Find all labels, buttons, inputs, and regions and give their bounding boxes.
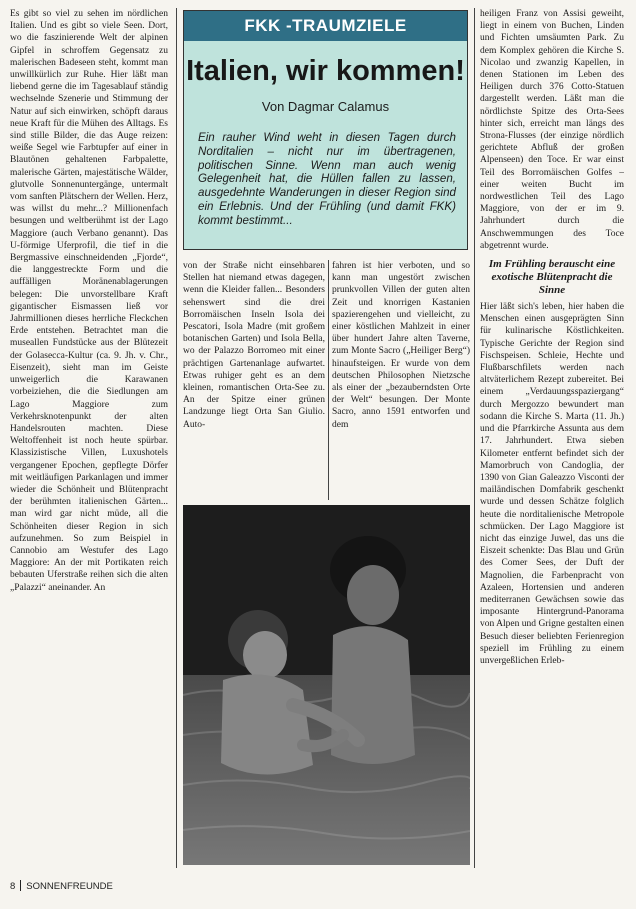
title-box bbox=[183, 10, 468, 250]
section-label: FKK -TRAUMZIELE bbox=[184, 11, 467, 41]
magazine-name: SONNENFREUNDE bbox=[26, 881, 113, 892]
article-photo bbox=[183, 505, 470, 865]
article-column-right bbox=[480, 8, 624, 868]
page-number: 8 bbox=[10, 881, 16, 892]
article-column-left bbox=[10, 8, 168, 868]
column-text: Es gibt so viel zu sehen im nördlichen Italien. Und es gibt so viele Seen. Dort, wo die faszinierende Welt der alpinen Gipfel in schroffem Gegensatz zu malerischen Badeseen steht, kommt man unwillkürlich zur Ruhe. Hier läßt man liebend gerne die im Tagesablauf ständig wechselnde Szenerie und Stimmung der Natur auf sich einwirken, schöpft daraus neue Kraft für die Mühen des Alltags. Es sind stille Bilder, die das Auge reizen: weiße Segel wie Farbtupfer auf einer in Blautönen gehaltenen Farbpalette, malerische Gärten, majestätische Wälder, glutvolle Sonnenuntergänge, untermalt vom sanften Plätschern der Wellen. Herz, was willst du mehr...? Millionenfach besungen und weltberühmt ist der Lago Maggiore (auch Verbano genannt). Das U-förmige Uferprofil, die tief in die Bergmassive einschneidenden „Fjorde“, die langgestreckte Form und die auffälligen Moränenablagerungen belegen: Die unvorstellbare Kraft gigantischer Eismassen ließ vor Jahrmillionen dieses herrliche Fleckchen Erde entstehen. Betrachtet man die museallen Fundstücke aus der Blütezeit der Golasecca-Kultur (ca. 9. Jh. v. Chr., Eisenzeit), sieht man im Geiste unweigerlich die Karawanen vorbeiziehen, die die Siedlungen am Lago Maggiore zum Verkehrsknotenpunkt der alten Handelsrouten machten. Diese Weltoffenheit ist noch heute spürbar. Klassizistische Villen, Luxushotels vergangener Epochen, gepflegte Dörfer mit weitläufigen Parkanlagen und immer wieder die Schönheit und Blütenpracht der berühmten italienischen Gärten... man wird gar nicht müde, all die Schönheiten dieser Region in sich aufzunehmen. So zum Beispiel in Cannobio am Westufer des Lago Maggiore: An der mit Portikaten reich bebauten Uferstraße reihen sich die alten „Palazzi“ aneinander. An bbox=[10, 9, 168, 593]
photo-illustration bbox=[183, 505, 470, 865]
column-text: fahren ist hier verboten, und so kann man ungestört zwischen prunkvollen Villen der guten alten Zeit und knorrigen Kastanien spazierengehen und vielleicht, zu einer köstlichen Mahlzeit in einer über hundert Jahre alten Taverne, zum Monte Sacro („Heiliger Berg“) hinaufsteigen. Er wurde von dem deutschen Philosophen Nietzsche als einer der „bezauberndsten Orte der Welt“ besungen. Der Monte Sacro, anno 1591 entworfen und dem bbox=[332, 261, 470, 430]
column-divider bbox=[474, 8, 475, 868]
article-subheading: Im Frühling berauscht eine exotische Blütenpracht die Sinne bbox=[488, 258, 616, 297]
footer-divider bbox=[20, 880, 21, 891]
article-column-mid-a bbox=[183, 260, 325, 500]
column-text: Hier läßt sich's leben, hier haben die Menschen einen ausgeprägten Sinn für kulinarische Köstlichkeiten. Typische Gerichte der Region sind Fischspeisen. Schleie, Hechte und Flußbarschfilets werden nach altväterlichem Rezept zubereitet. Bei einem „Verdauungsspaziergang“ durch Mergozzo bewundert man sodann die Kirche S. Marta (11. Jh.) und die Pfarrkirche Assunta aus dem 17. Jahrhundert. Etwa sieben Kilometer entfernt befindet sich der Mamorbruch von Candoglia, der 1390 von Gian Galeazzo Visconti der mailändischen Domfabrik geschenkt wurde und dessen Schätze folglich heute die norditalienische Metropole schmücken. Der Lago Maggiore ist nicht das einzige Juwel, das uns die Eiszeit schenkte: Das Blau und Grün des Comer Sees, der Duft der Magnolien, die Farbenpracht von Azaleen, Hortensien und anderen mediterranen Gewächsen sowie das imposante Hintergrund-Panorama von Alpen und Grigne gestalten einen Besuch dieser beliebten Ferienregion speziell im Frühling zu einem unvergeßlichen Erleb- bbox=[480, 302, 624, 666]
article-teaser: Ein rauher Wind weht in diesen Tagen durch Norditalien – nicht nur im übertragenen, politischen Sinne. Wenn man auch wenig Gelegenheit hat, die Hüllen fallen zu lassen, ausgedehnte Wanderungen in dieser Region sind ein Erlebnis. Und der Frühling (und damit FKK) kommt bestimmt... bbox=[198, 131, 456, 227]
article-column-mid-b bbox=[332, 260, 470, 500]
column-text: heiligen Franz von Assisi geweiht, liegt in einem von Buchen, Linden und Fichten umsäumten Park. Zu dem Komplex gehören die Kirche S. Nicolao und zwanzig Kapellen, in denen Stationen im Leben des Heiligen durch 376 Cotto-Statuen dargestellt werden. Läßt man die nördlichste Spitze des Orta-Sees hinter sich, erreicht man längs des Strona-Flusses (der einzige nördlich gerichtete Abfluß der großen Alpenseen) den Toce. Er war einst Teil des Borromäischen Golfes – einer weiten Bucht im nordwestlichen Teil des Lago Maggiore, von der er im 9. Jahrhundert durch die Anschwemmungen des Toce abgetrennt wurde. bbox=[480, 9, 624, 251]
column-divider bbox=[176, 8, 177, 868]
column-divider bbox=[328, 260, 329, 500]
page-footer bbox=[10, 880, 113, 892]
article-headline: Italien, wir kommen! bbox=[186, 55, 465, 87]
column-text: von der Straße nicht einsehbaren Stellen hat niemand etwas dagegen, wenn die Kleider fallen... Besonders sehenswert sind die drei Borromäischen Inseln Isola dei Pescatori, Isola Madre (mit großem botanischen Garten) und Isola Bella, wo der Palazzo Borromeo mit einer prächtigen Gartenanlage aufwartet. Etwas ruhiger geht es an dem kleinen, romantischen Orta-See zu. An der Spitze einer grünen Landzunge liegt Orta San Giulio. Auto- bbox=[183, 261, 325, 430]
article-byline: Von Dagmar Calamus bbox=[261, 99, 390, 114]
